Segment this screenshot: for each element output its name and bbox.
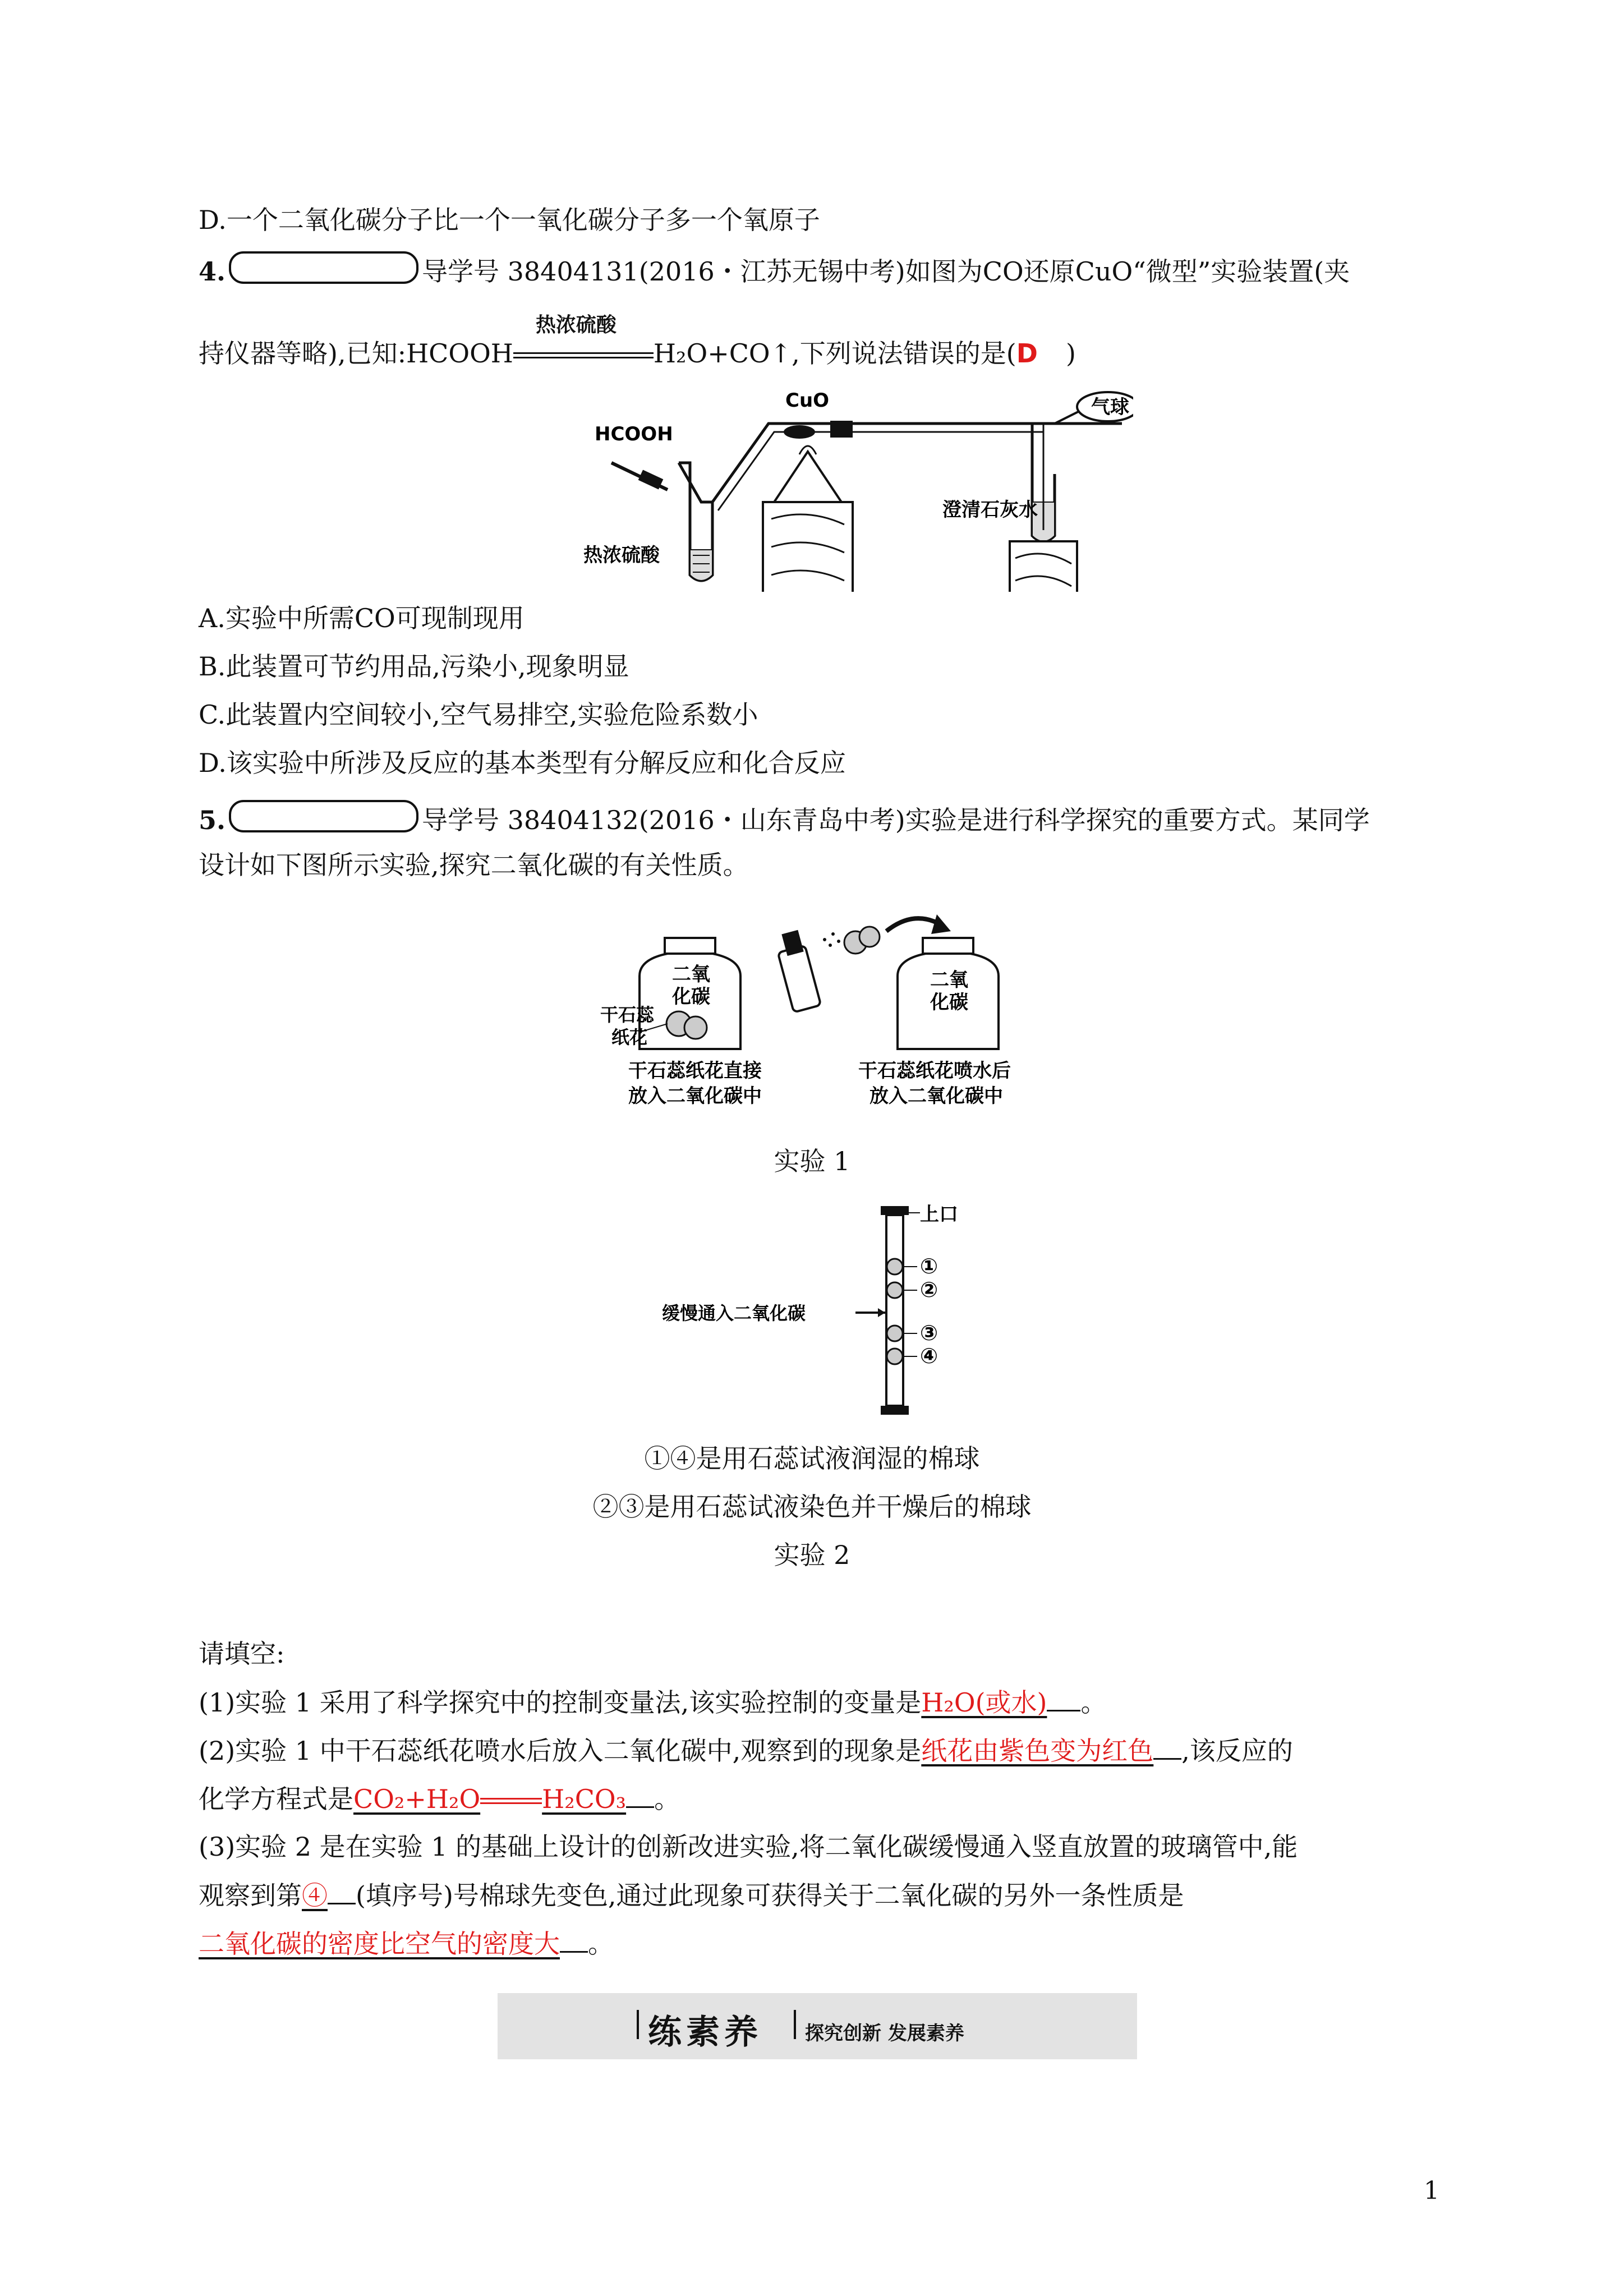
exp1-caption-left-1: 干石蕊纸花直接 (628, 1060, 762, 1082)
experiment-2-figure (662, 1200, 1010, 1425)
part-3-answer: ④ (302, 1880, 328, 1911)
marker-1: ① (920, 1254, 938, 1278)
ref-pill-icon (229, 251, 418, 284)
part-2 (199, 1733, 1293, 1768)
option-b: B.此装置可节约用品,污染小,现象明显 (199, 651, 629, 682)
fill-intro: 请填空: (199, 1639, 285, 1669)
marker-2: ② (920, 1277, 938, 1302)
option-c: C.此装置内空间较小,空气易排空,实验危险系数小 (199, 700, 758, 730)
equation-condition: 热浓硫酸 (535, 314, 617, 337)
part-3-text-2: (填序号)号棉球先变色,通过此现象可获得关于二氧化碳的另外一条性质是 (356, 1880, 1184, 1911)
exp1-caption-left-2: 放入二氧化碳中 (628, 1085, 762, 1107)
marker-4: ④ (920, 1343, 938, 1368)
exp1-caption-right-2: 放入二氧化碳中 (869, 1085, 1003, 1107)
limewater-label: 澄清石灰水 (942, 499, 1038, 521)
experiment-1-figure (595, 909, 1088, 1128)
part-3-line1: (3)实验 2 是在实验 1 的基础上设计的创新改进实验,将二氧化碳缓慢通入竖直放置的玻璃管中,能 (199, 1832, 1298, 1862)
question-4-answer: D (1016, 338, 1038, 369)
top-opening-label: 上口 (920, 1203, 958, 1226)
part-3-line2 (199, 1878, 1184, 1912)
question-4-ref: 导学号 38404131(2016・江苏无锡中考)如图为CO还原CuO“微型”实验装置(夹 (422, 256, 1350, 287)
experiment-2-note-1: ①④是用石蕊试液润湿的棉球 (644, 1443, 980, 1474)
equation-right: H₂CO₃ (542, 1784, 627, 1814)
co2-right-2: 化碳 (930, 991, 968, 1014)
equation-arrow (513, 314, 654, 367)
part-1 (199, 1685, 1106, 1719)
exp1-caption-right-1: 干石蕊纸花喷水后 (858, 1060, 1011, 1082)
part-2b-text: 化学方程式是 (199, 1784, 353, 1814)
experiment-2-note-2: ②③是用石蕊试液染色并干燥后的棉球 (592, 1492, 1032, 1522)
part-2-text: (2)实验 1 中干石蕊纸花喷水后放入二氧化碳中,观察到的现象是 (199, 1736, 922, 1766)
co2-left-1: 二氧 (672, 963, 710, 986)
experiment-1-title: 实验 1 (774, 1146, 850, 1176)
equation-products: H₂O+CO↑,下列说法错误的是( (653, 338, 1016, 369)
co-reduction-apparatus-figure (583, 390, 1133, 592)
banner-subtitle: 探究创新 发展素养 (805, 2022, 964, 2045)
option-d: D.该实验中所涉及反应的基本类型有分解反应和化合反应 (199, 748, 846, 778)
paren-close: ) (1065, 338, 1076, 369)
part-2b-end: 。 (654, 1784, 680, 1814)
option-a: A.实验中所需CO可现制现用 (199, 603, 525, 633)
question-5-line2: 设计如下图所示实验,探究二氧化碳的有关性质。 (199, 850, 749, 880)
question-5-header (199, 800, 1370, 837)
part-3-answer-2: 二氧化碳的密度比空气的密度大 (199, 1929, 560, 1959)
banner-title: 练素养 (648, 2013, 762, 2052)
dry-flower-label-1: 干石蕊 (600, 1004, 655, 1025)
hcooh-text: 持仪器等略),已知:HCOOH (199, 338, 513, 369)
part-2-end: ,该反应的 (1181, 1736, 1293, 1766)
dry-flower-label-2: 纸花 (611, 1027, 648, 1048)
part-1-end: 。 (1080, 1687, 1107, 1718)
experiment-2-title: 实验 2 (774, 1540, 850, 1570)
question-5-number: 5. (199, 805, 226, 835)
part-3-line3 (199, 1926, 614, 1961)
page-number: 1 (1424, 2177, 1439, 2205)
part-1-text: (1)实验 1 采用了科学探究中的控制变量法,该实验控制的变量是 (199, 1687, 922, 1718)
cuo-label: CuO (785, 390, 830, 412)
question-4-number: 4. (199, 256, 226, 287)
part-3-end: 。 (588, 1929, 614, 1959)
co2-left-2: 化碳 (672, 986, 710, 1008)
section-banner (498, 1993, 1137, 2059)
question-4-header (199, 251, 1350, 288)
ref-pill-icon (229, 800, 418, 832)
balloon-label: 气球 (1091, 396, 1129, 418)
option-d-previous: D.一个二氧化碳分子比一个一氧化碳分子多一个氧原子 (199, 205, 820, 235)
co2-right-1: 二氧 (930, 969, 968, 991)
acid-label: 热浓硫酸 (583, 544, 660, 567)
part-2-answer: 纸花由紫色变为红色 (921, 1736, 1154, 1766)
question-5-ref: 导学号 38404132(2016・山东青岛中考)实验是进行科学探究的重要方式。某同学 (422, 805, 1370, 835)
hcooh-label: HCOOH (595, 423, 673, 445)
equation-equals-icon (480, 1796, 542, 1807)
equation-left: CO₂+H₂O (353, 1784, 481, 1814)
part-3-text: 观察到第 (199, 1880, 302, 1911)
part-2b (199, 1782, 680, 1816)
inlet-label: 缓慢通入二氧化碳 (662, 1303, 806, 1324)
part-1-answer: H₂O(或水) (921, 1687, 1047, 1718)
marker-3: ③ (920, 1320, 938, 1345)
question-4-line2 (199, 314, 1076, 370)
